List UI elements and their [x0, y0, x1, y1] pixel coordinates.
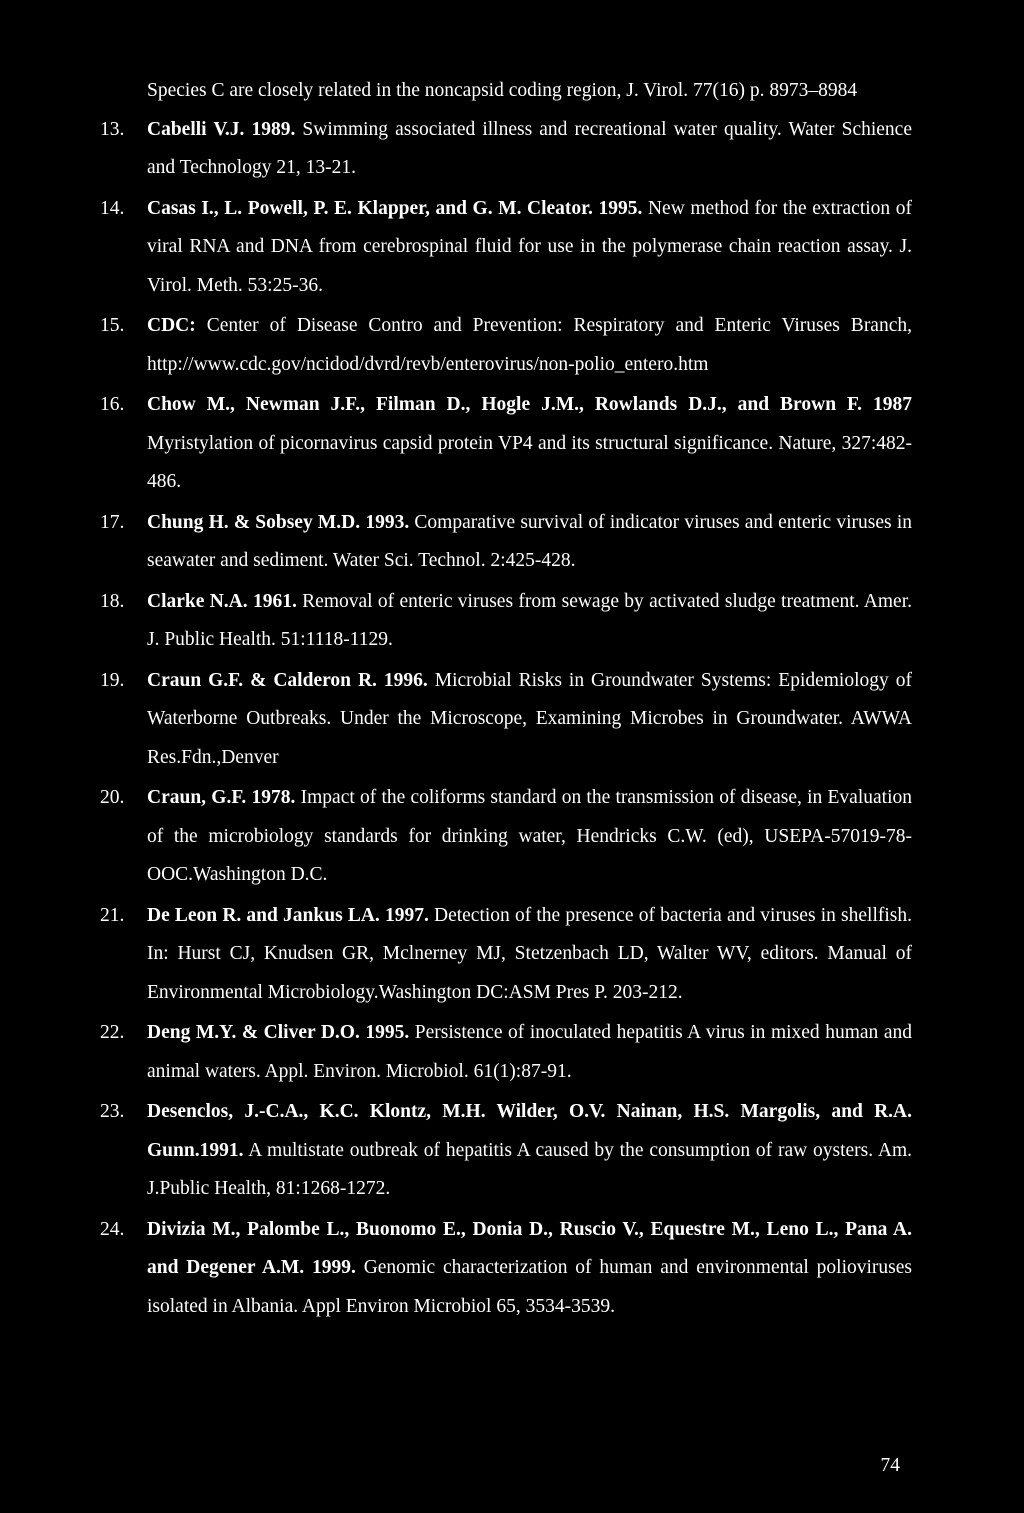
- reference-authors: De Leon R. and Jankus LA. 1997.: [147, 904, 429, 926]
- reference-authors: Divizia M., Palombe L., Buonomo E., Donia D., Ruscio V., Equestre M., Leno L., Pana A. and Degener A.M. 1999.: [147, 1218, 912, 1278]
- reference-authors: Craun, G.F. 1978.: [147, 787, 296, 808]
- reference-item-20: [100, 779, 912, 895]
- reference-item-13: [100, 111, 912, 188]
- reference-number: 20.: [100, 787, 125, 808]
- reference-text: Removal of enteric viruses from sewage by activated sludge treatment. Amer. J. Public Health. 51:1118-1129.: [147, 590, 912, 650]
- reference-number: 17.: [100, 511, 125, 533]
- reference-text: Microbial Risks in Groundwater Systems: Epidemiology of Waterborne Outbreaks. Under the Microscope, Examining Microbes in Groundwater. AWWA Res.Fdn.,Denver: [147, 669, 912, 768]
- reference-authors: Cabelli V.J. 1989.: [147, 118, 296, 140]
- reference-item-22: [100, 1014, 912, 1091]
- reference-authors: Craun G.F. & Calderon R. 1996.: [147, 669, 428, 691]
- reference-text: Myristylation of picornavirus capsid protein VP4 and its structural significance. Nature, 327:482-486.: [147, 432, 912, 492]
- reference-number: 13.: [100, 118, 125, 140]
- reference-number: 14.: [100, 197, 125, 219]
- reference-number: 15.: [100, 315, 125, 336]
- reference-authors: Deng M.Y. & Cliver D.O. 1995.: [147, 1022, 410, 1043]
- reference-number: 16.: [100, 394, 125, 415]
- reference-authors: Clarke N.A. 1961.: [147, 590, 297, 612]
- reference-text: Genomic characterization of human and environmental polioviruses isolated in Albania. Appl Environ Microbiol 65, 3534-3539.: [147, 1257, 912, 1317]
- reference-number: 24.: [100, 1218, 125, 1240]
- reference-text: New method for the extraction of viral RNA and DNA from cerebrospinal fluid for use in the polymerase chain reaction assay. J. Virol. Meth. 53:25-36.: [147, 197, 912, 296]
- reference-item-18: [100, 583, 912, 660]
- reference-item-19: [100, 662, 912, 778]
- reference-authors: CDC:: [147, 315, 196, 336]
- reference-text: Swimming associated illness and recreational water quality. Water Schience and Technology 21, 13-21.: [147, 118, 912, 178]
- reference-text: Impact of the coliforms standard on the transmission of disease, in Evaluation of the microbiology standards for drinking water, Hendricks C.W. (ed), USEPA-57019-78-OOC.Washington D.C.: [147, 787, 912, 885]
- reference-item-15: [100, 307, 912, 384]
- reference-item-continued: [100, 72, 912, 111]
- reference-authors: Chung H. & Sobsey M.D. 1993.: [147, 511, 410, 533]
- reference-text: Persistence of inoculated hepatitis A virus in mixed human and animal waters. Appl. Environ. Microbiol. 61(1):87-91.: [147, 1022, 912, 1082]
- reference-text: Comparative survival of indicator viruses and enteric viruses in seawater and sediment. Water Sci. Technol. 2:425-428.: [147, 511, 912, 571]
- reference-item-17: [100, 504, 912, 581]
- reference-number: 22.: [100, 1022, 125, 1043]
- reference-authors: Casas I., L. Powell, P. E. Klapper, and G. M. Cleator. 1995.: [147, 197, 643, 219]
- reference-item-21: [100, 897, 912, 1013]
- reference-text: Center of Disease Contro and Prevention: Respiratory and Enteric Viruses Branch, http://www.cdc.gov/ncidod/dvrd/revb/enterovirus/non-polio_entero.htm: [147, 315, 912, 375]
- reference-item-23: [100, 1093, 912, 1209]
- reference-list: [100, 72, 912, 1328]
- reference-number: 19.: [100, 669, 125, 691]
- reference-text: Species C are closely related in the noncapsid coding region, J. Virol. 77(16) p. 8973–8984: [147, 80, 858, 101]
- reference-authors: Desenclos, J.-C.A., K.C. Klontz, M.H. Wilder, O.V. Nainan, H.S. Margolis, and R.A. Gunn.1991.: [147, 1101, 912, 1161]
- reference-number: 18.: [100, 590, 125, 612]
- reference-number: 23.: [100, 1101, 125, 1122]
- page-number: 74: [880, 1455, 900, 1476]
- reference-number: 21.: [100, 904, 125, 926]
- reference-item-24: [100, 1211, 912, 1327]
- reference-item-14: [100, 190, 912, 306]
- reference-item-16: [100, 386, 912, 502]
- reference-text: A multistate outbreak of hepatitis A caused by the consumption of raw oysters. Am. J.Public Health, 81:1268-1272.: [147, 1139, 912, 1199]
- reference-authors: Chow M., Newman J.F., Filman D., Hogle J.M., Rowlands D.J., and Brown F. 1987: [147, 394, 912, 415]
- reference-text: Detection of the presence of bacteria and viruses in shellfish. In: Hurst CJ, Knudsen GR, Mclnerney MJ, Stetzenbach LD, Walter WV, editors. Manual of Environmental Microbiology.Washington DC:ASM Pres P. 203-212.: [147, 904, 912, 1003]
